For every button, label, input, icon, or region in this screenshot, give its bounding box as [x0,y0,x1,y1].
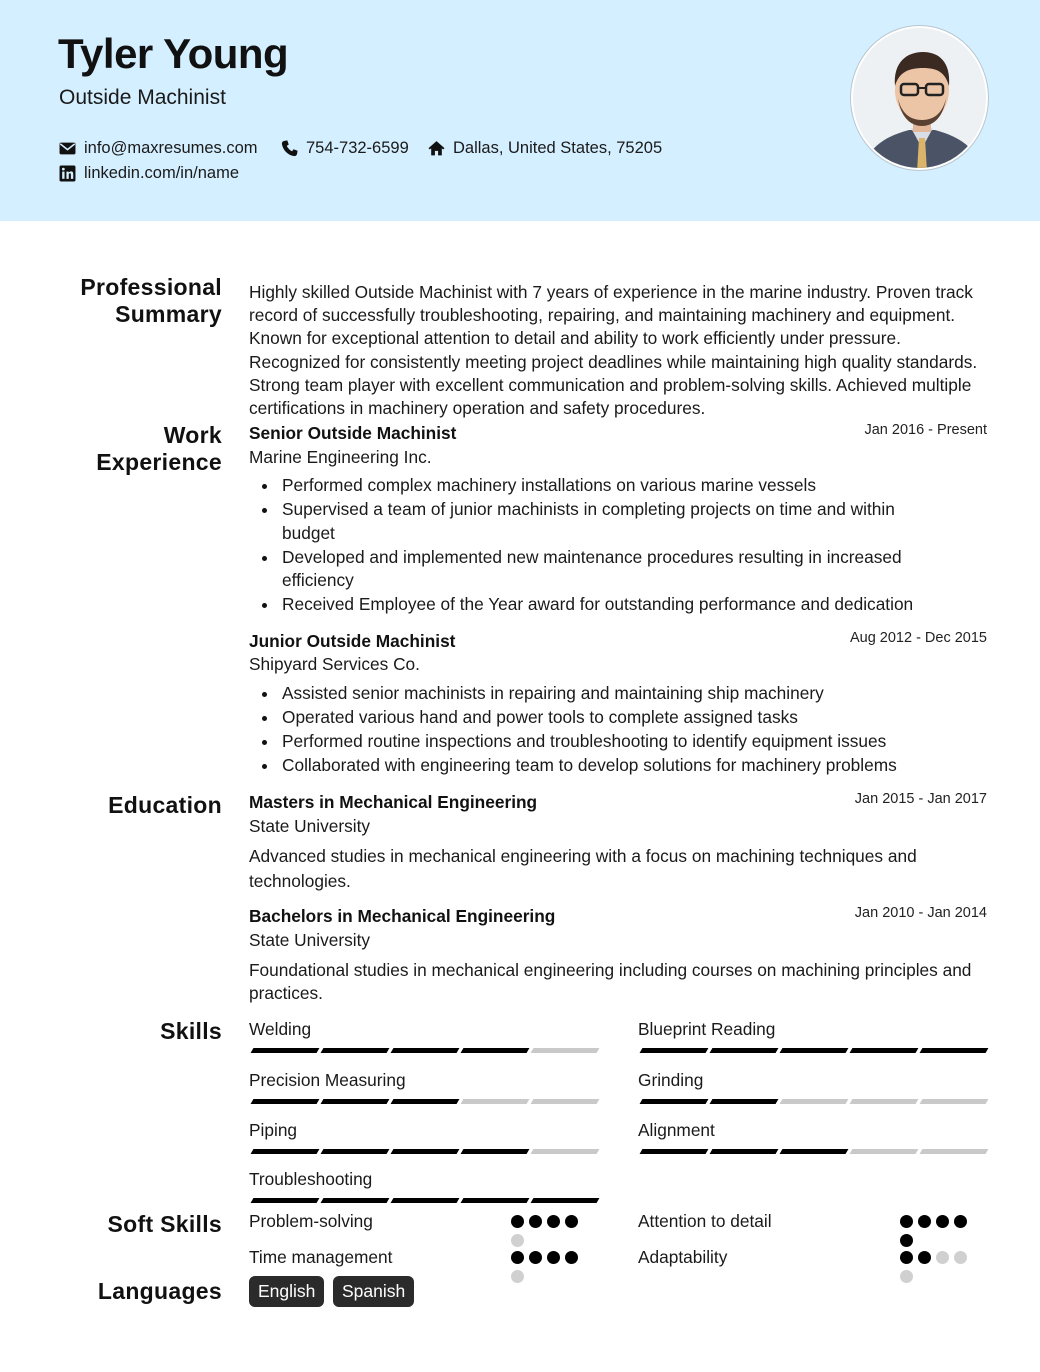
skill-name: Blueprint Reading [638,1019,776,1039]
skill-level-segment [321,1198,390,1203]
contact-linkedin[interactable] [59,164,239,183]
skill-level-bar [252,1099,598,1104]
skill-level-segment [531,1198,600,1203]
skill-level-segment [251,1048,320,1053]
skill-level-segment [321,1149,390,1154]
rating-dot [954,1251,967,1264]
skill-level-bar [641,1149,987,1154]
home-icon [428,140,445,157]
degree-title: Masters in Mechanical Engineering [249,792,538,812]
skill-level-segment [780,1099,849,1104]
summary-text: Highly skilled Outside Machinist with 7 years of experience in the marine industry. Proven track record of successfully troubleshooting, repairing, and maintaining machinery and equipment. Known for exceptional attention to detail and ability to work efficiently under pressure. Recognized for consistently meeting project deadlines while maintaining high quality standards. Strong team player with excellent communication and problem-solving skills. Achieved multiple certifications in machinery operation and safety procedures. [249,282,978,419]
skill-level-segment [780,1048,849,1053]
job-company: Marine Engineering Inc. [249,447,432,467]
rating-dot [511,1215,524,1228]
rating-dot [954,1215,967,1228]
skill-name: Precision Measuring [249,1070,406,1090]
skill-level-segment [321,1099,390,1104]
resume-header [0,0,1040,221]
section-title-soft-skills: Soft Skills [107,1211,222,1237]
job-bullets [262,474,952,618]
rating-dot [936,1251,949,1264]
candidate-title: Outside Machinist [59,86,226,109]
skill-level-segment [531,1149,600,1154]
skill-level-segment [321,1048,390,1053]
skill-level-segment [710,1099,779,1104]
soft-skill-rating [900,1215,972,1247]
skill-level-segment [710,1149,779,1154]
degree-dates: Jan 2015 - Jan 2017 [854,791,987,807]
skill-level-segment [251,1198,320,1203]
skill-level-segment [391,1048,460,1053]
job-company: Shipyard Services Co. [249,654,420,674]
rating-dot [918,1251,931,1264]
rating-dot [936,1215,949,1228]
soft-skill-name: Attention to detail [638,1211,772,1231]
skill-name: Piping [249,1120,298,1140]
rating-dot [565,1215,578,1228]
skill-level-segment [531,1048,600,1053]
list-item: Operated various hand and power tools to complete assigned tasks [262,706,962,730]
degree-title: Bachelors in Mechanical Engineering [249,906,556,926]
school-name: State University [249,930,371,950]
soft-skill-name: Adaptability [638,1247,728,1267]
list-item: Collaborated with engineering team to develop solutions for machinery problems [262,754,962,778]
list-item: Performed complex machinery installations on various marine vessels [262,474,952,498]
skill-level-bar [252,1149,598,1154]
section-title-summary: Professional Summary [80,274,222,327]
rating-dot [511,1234,524,1247]
soft-skill-rating [511,1215,583,1247]
skill-level-bar [252,1198,598,1203]
list-item: Developed and implemented new maintenance procedures resulting in increased efficiency [262,546,952,593]
location-text: Dallas, United States, 75205 [453,139,663,157]
rating-dot [529,1251,542,1264]
envelope-icon [59,140,76,157]
degree-description: Foundational studies in mechanical engineering including courses on machining principles and practices. [249,960,972,1004]
skill-level-segment [920,1099,989,1104]
rating-dot [900,1270,913,1283]
skill-level-segment [531,1099,600,1104]
section-title-work: Work Experience [96,422,222,475]
skill-name: Alignment [638,1120,715,1140]
job-dates: Jan 2016 - Present [864,422,987,438]
contact-email[interactable] [59,139,258,158]
skill-level-segment [850,1149,919,1154]
skill-level-segment [850,1048,919,1053]
phone-icon [281,140,298,157]
section-title-languages: Languages [97,1278,222,1304]
skill-level-segment [391,1198,460,1203]
soft-skill-rating [900,1251,972,1283]
skill-level-bar [641,1099,987,1104]
skill-level-segment [780,1149,849,1154]
school-name: State University [249,816,371,836]
rating-dot [918,1215,931,1228]
linkedin-text[interactable]: linkedin.com/in/name [84,164,239,182]
rating-dot [900,1215,913,1228]
skill-level-segment [461,1099,530,1104]
linkedin-icon [59,165,76,182]
job-title: Junior Outside Machinist [249,631,456,651]
skill-level-bar [641,1048,987,1053]
soft-skill-rating [511,1251,583,1283]
skill-level-segment [391,1149,460,1154]
rating-dot [511,1251,524,1264]
candidate-name: Tyler Young [58,30,289,77]
email-text[interactable]: info@maxresumes.com [84,139,258,157]
skill-level-segment [850,1099,919,1104]
contact-phone[interactable] [281,139,409,158]
rating-dot [900,1234,913,1247]
rating-dot [529,1215,542,1228]
language-badge: English [249,1276,324,1307]
phone-text[interactable]: 754-732-6599 [306,139,409,157]
skill-level-segment [461,1149,530,1154]
language-badge: Spanish [333,1276,414,1307]
section-title-skills: Skills [160,1018,222,1044]
degree-description: Advanced studies in mechanical engineering with a focus on machining techniques and technologies. [249,846,917,891]
skill-level-segment [710,1048,779,1053]
contact-location [428,139,662,158]
skill-level-segment [461,1198,530,1203]
rating-dot [511,1270,524,1283]
skill-level-segment [640,1048,709,1053]
job-dates: Aug 2012 - Dec 2015 [849,630,987,646]
degree-dates: Jan 2010 - Jan 2014 [854,905,987,921]
rating-dot [900,1251,913,1264]
skill-level-segment [251,1099,320,1104]
job-bullets [262,682,962,778]
list-item: Received Employee of the Year award for outstanding performance and dedication [262,593,952,617]
skill-level-segment [461,1048,530,1053]
skill-level-segment [640,1149,709,1154]
skill-level-segment [920,1149,989,1154]
skill-name: Grinding [638,1070,704,1090]
list-item: Supervised a team of junior machinists in completing projects on time and within budget [262,498,952,545]
soft-skill-name: Problem-solving [249,1211,373,1231]
skill-name: Welding [249,1019,312,1039]
skill-level-segment [640,1099,709,1104]
rating-dot [565,1251,578,1264]
list-item: Assisted senior machinists in repairing and maintaining ship machinery [262,682,962,706]
section-title-education: Education [108,792,222,818]
skill-name: Troubleshooting [249,1169,373,1189]
skill-level-segment [251,1149,320,1154]
skill-level-segment [920,1048,989,1053]
skill-level-segment [391,1099,460,1104]
list-item: Performed routine inspections and troubleshooting to identify equipment issues [262,730,962,754]
soft-skill-name: Time management [249,1247,393,1267]
rating-dot [547,1215,560,1228]
job-title: Senior Outside Machinist [249,423,457,443]
profile-photo [851,26,988,170]
rating-dot [547,1251,560,1264]
skill-level-bar [252,1048,598,1053]
